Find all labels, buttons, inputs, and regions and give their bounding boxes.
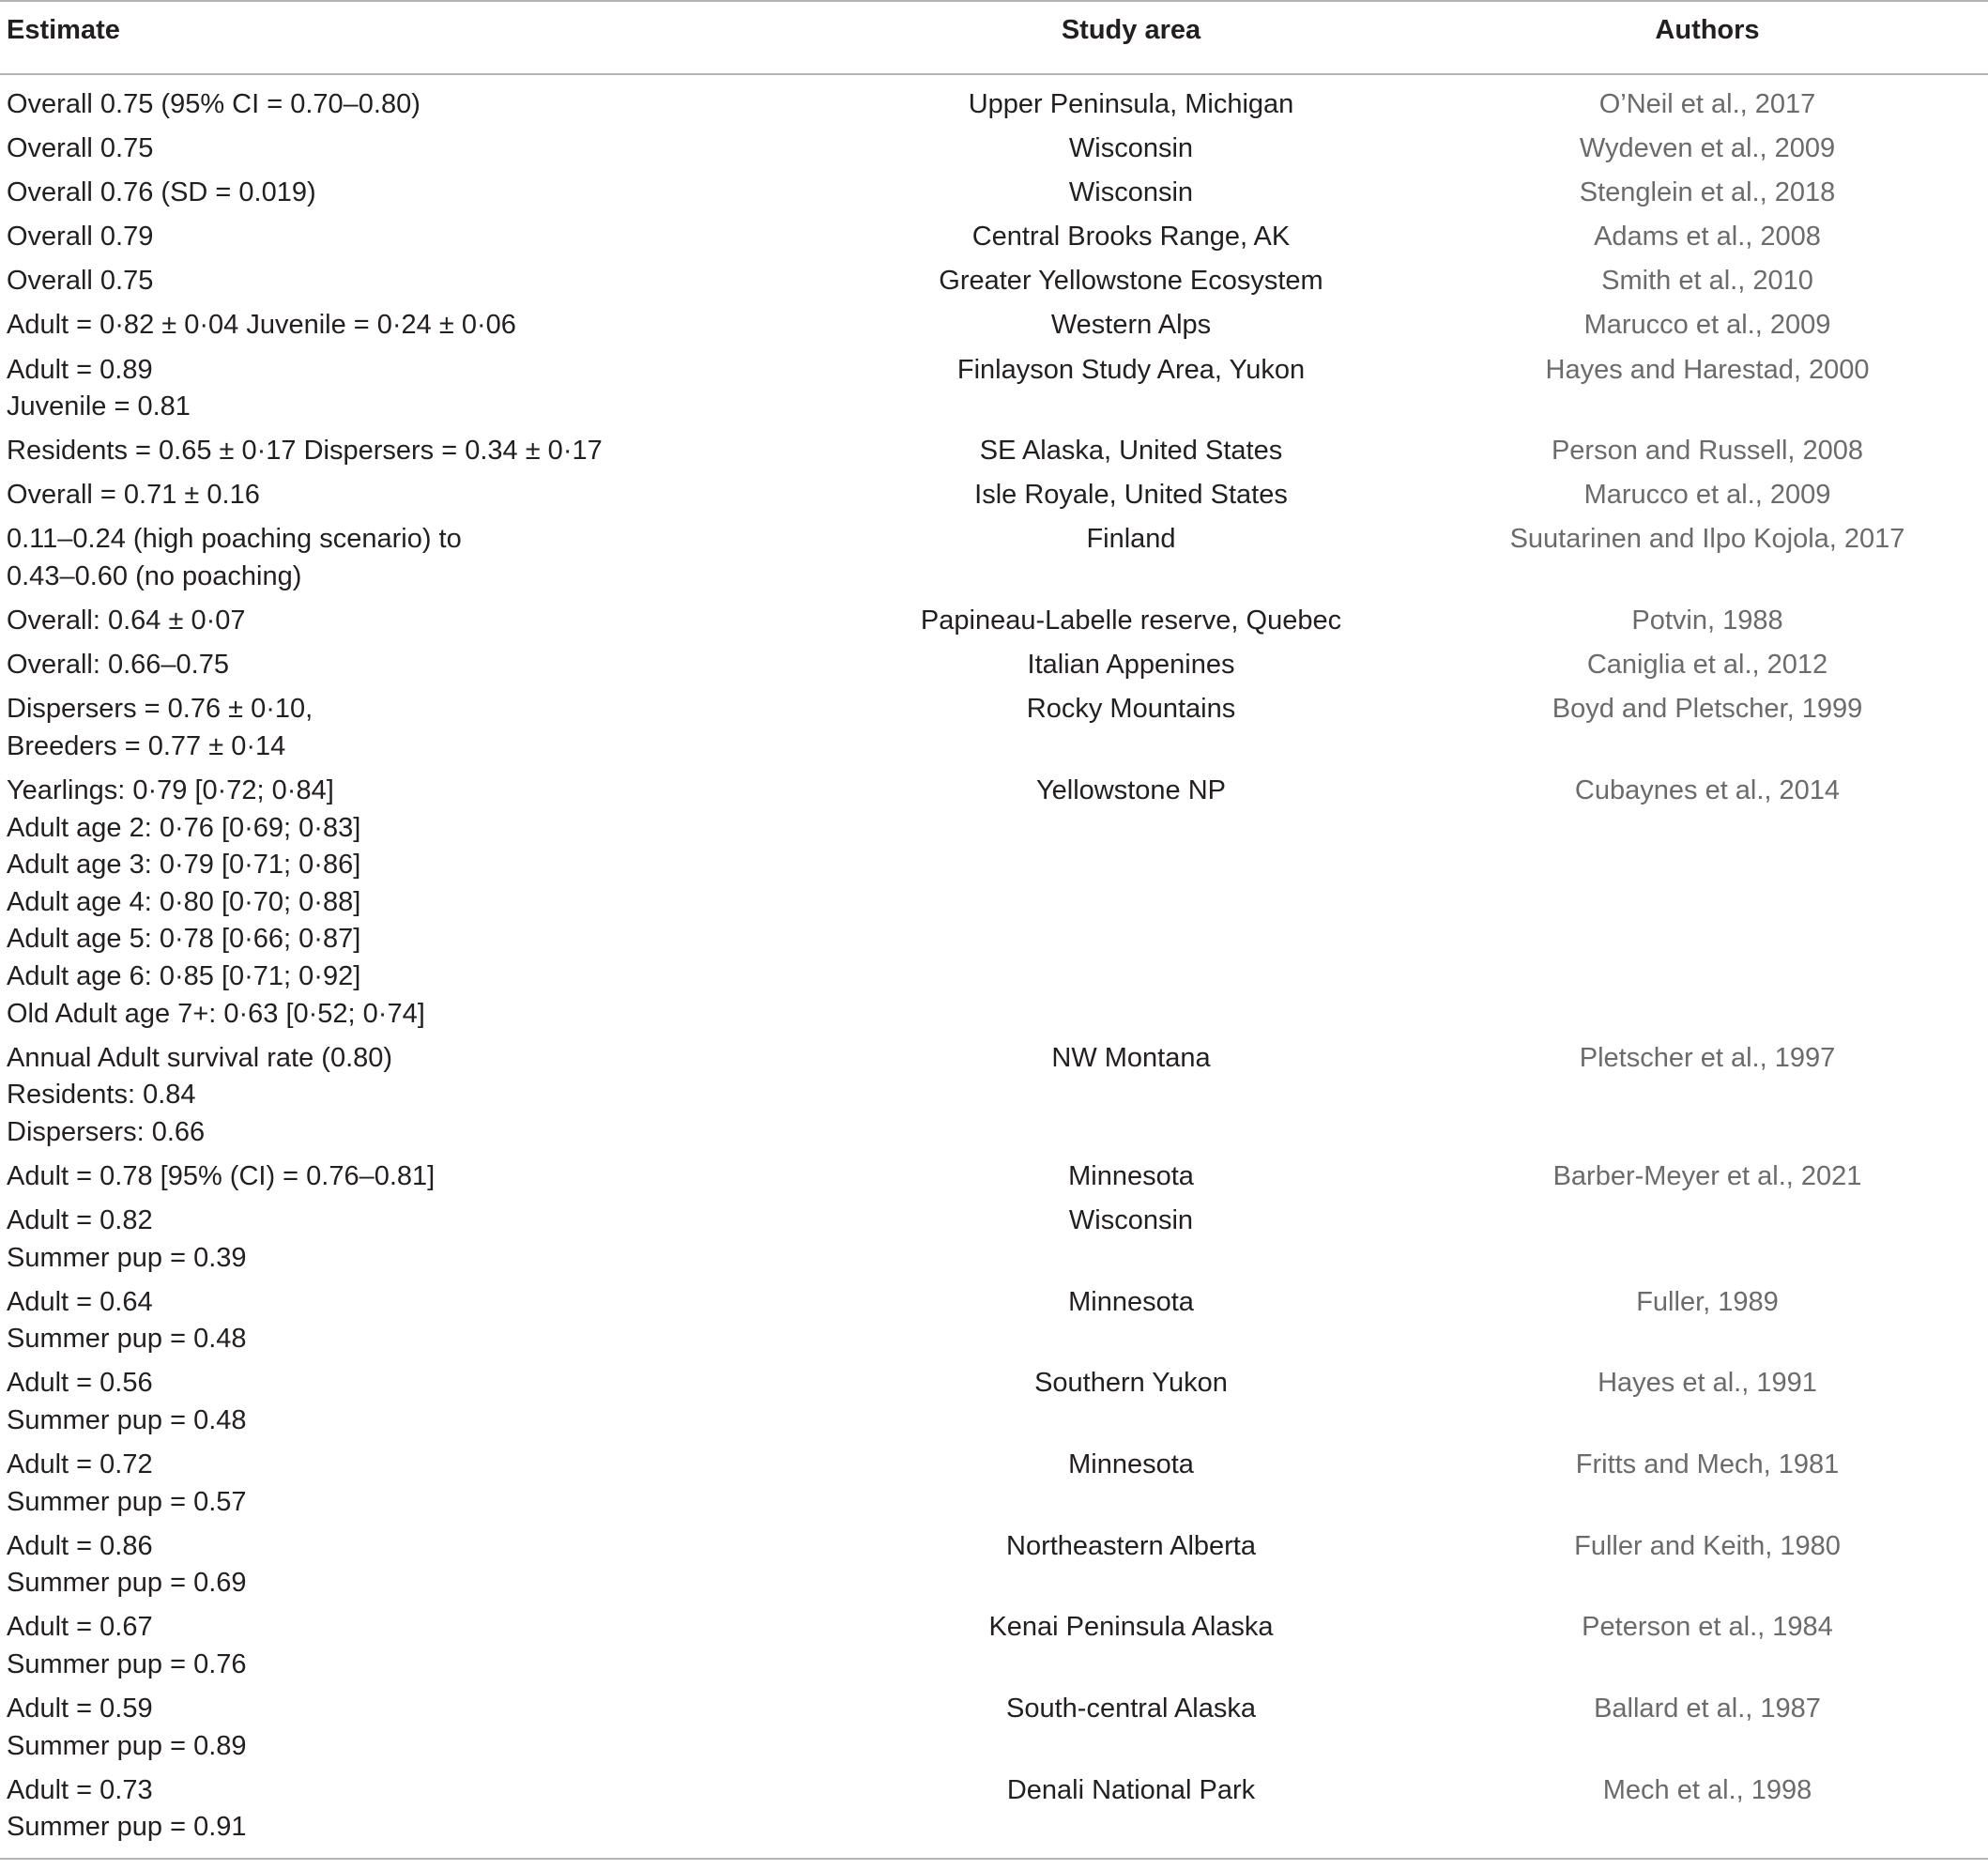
estimate-cell	[0, 1036, 882, 1155]
estimate-line: Summer pup = 0.91	[7, 1812, 247, 1843]
estimate-line: Summer pup = 0.48	[7, 1324, 247, 1355]
estimate-line: Adult age 5: 0·78 [0·66; 0·87]	[7, 924, 361, 955]
estimate-cell	[0, 599, 882, 643]
study-area-cell: Upper Peninsula, Michigan	[968, 89, 1294, 119]
estimate-cell	[0, 303, 882, 347]
estimate-line: Summer pup = 0.57	[7, 1486, 247, 1517]
estimate-cell	[0, 74, 882, 127]
table-row	[0, 259, 1988, 303]
column-header-authors: Authors	[1655, 15, 1760, 45]
table-row	[0, 429, 1988, 473]
authors-cell: Ballard et al., 1987	[1594, 1694, 1821, 1724]
authors-cell: Cubaynes et al., 2014	[1574, 775, 1841, 805]
estimate-line: Dispersers: 0.66	[7, 1116, 206, 1147]
table-row	[0, 171, 1988, 215]
table-row	[0, 215, 1988, 259]
study-area-cell: Southern Yukon	[1034, 1368, 1228, 1399]
estimate-line: Overall 0.75	[7, 266, 154, 297]
table-row	[0, 1769, 1988, 1859]
estimate-cell	[0, 1280, 882, 1362]
study-area-cell: Finland	[1086, 524, 1176, 555]
table-row	[0, 1199, 1988, 1280]
estimate-line: Adult age 3: 0·79 [0·71; 0·86]	[7, 850, 361, 881]
estimate-line: Adult age 2: 0·76 [0·69; 0·83]	[7, 812, 361, 843]
estimate-line: Overall = 0.71 ± 0.16	[7, 480, 260, 511]
estimate-line: Summer pup = 0.48	[7, 1405, 247, 1435]
authors-cell	[1380, 1199, 1988, 1280]
table-row	[0, 303, 1988, 347]
estimate-line: Adult = 0.82	[7, 1205, 153, 1236]
table-row	[0, 1443, 1988, 1525]
authors-cell: Marucco et al., 2009	[1583, 480, 1831, 511]
table-row	[0, 1036, 1988, 1155]
table-row	[0, 1155, 1988, 1199]
estimate-line: Overall 0.75 (95% CI = 0.70–0.80)	[7, 89, 421, 119]
table-row	[0, 1525, 1988, 1606]
authors-cell: Hayes and Harestad, 2000	[1545, 354, 1870, 385]
estimate-line: Residents = 0.65 ± 0·17 Dispersers = 0.34 ± 0·17	[7, 436, 603, 467]
estimate-line: Overall: 0.64 ± 0·07	[7, 605, 246, 636]
study-area-cell: Minnesota	[1068, 1286, 1194, 1317]
table-row	[0, 348, 1988, 430]
estimate-line: Adult = 0.89	[7, 354, 153, 385]
table-row	[0, 517, 1988, 599]
authors-cell: Peterson et al., 1984	[1582, 1612, 1833, 1643]
authors-cell: Suutarinen and Ilpo Kojola, 2017	[1509, 524, 1905, 555]
estimate-line: Summer pup = 0.89	[7, 1730, 247, 1761]
estimate-cell	[0, 687, 882, 769]
table-row	[0, 1687, 1988, 1769]
table-row	[0, 643, 1988, 687]
estimate-line: Overall 0.79	[7, 222, 154, 253]
estimate-line: Adult = 0.72	[7, 1449, 153, 1480]
study-area-cell: Italian Appenines	[1027, 650, 1235, 681]
authors-cell: Wydeven et al., 2009	[1579, 133, 1836, 164]
authors-cell: Caniglia et al., 2012	[1586, 650, 1828, 681]
estimate-cell	[0, 171, 882, 215]
estimate-cell	[0, 1525, 882, 1606]
authors-cell: Adams et al., 2008	[1594, 222, 1821, 253]
estimate-cell	[0, 259, 882, 303]
estimate-cell	[0, 127, 882, 171]
estimate-line: Adult = 0.59	[7, 1694, 153, 1724]
estimate-cell	[0, 1155, 882, 1199]
authors-cell: Hayes et al., 1991	[1598, 1368, 1817, 1399]
table-row	[0, 74, 1988, 127]
study-area-cell: Wisconsin	[1068, 1205, 1194, 1236]
table-header	[0, 1, 1988, 74]
table-row	[0, 127, 1988, 171]
estimate-line: Overall 0.76 (SD = 0.019)	[7, 177, 316, 208]
estimate-line: Adult = 0.56	[7, 1368, 153, 1399]
study-area-cell: Northeastern Alberta	[1006, 1530, 1256, 1561]
estimate-line: Summer pup = 0.76	[7, 1649, 247, 1680]
estimate-line: Adult = 0.67	[7, 1612, 153, 1643]
estimate-line: Adult = 0.86	[7, 1530, 153, 1561]
table-row	[0, 473, 1988, 517]
estimate-cell	[0, 1443, 882, 1525]
header-row	[0, 1, 1988, 74]
estimate-line: Summer pup = 0.69	[7, 1568, 247, 1599]
authors-cell: Barber-Meyer et al., 2021	[1552, 1160, 1862, 1191]
table-row	[0, 1280, 1988, 1362]
authors-cell: Potvin, 1988	[1631, 605, 1783, 636]
authors-cell: Fuller, 1989	[1636, 1286, 1779, 1317]
authors-cell: Marucco et al., 2009	[1583, 310, 1831, 341]
estimate-line: Overall 0.75	[7, 133, 154, 164]
estimate-line: Adult = 0.64	[7, 1286, 153, 1317]
table-row	[0, 599, 1988, 643]
study-area-cell: Wisconsin	[1068, 177, 1194, 208]
estimate-line: Adult age 4: 0·80 [0·70; 0·88]	[7, 886, 361, 917]
estimate-cell	[0, 1687, 882, 1769]
table-row	[0, 1605, 1988, 1687]
estimate-cell	[0, 215, 882, 259]
study-area-cell: Yellowstone NP	[1035, 775, 1227, 805]
estimate-line: Yearlings: 0·79 [0·72; 0·84]	[7, 775, 334, 805]
estimate-line: Old Adult age 7+: 0·63 [0·52; 0·74]	[7, 998, 425, 1029]
study-area-cell: Rocky Mountains	[1026, 694, 1236, 725]
estimate-cell	[0, 643, 882, 687]
estimate-cell	[0, 1605, 882, 1687]
estimate-cell	[0, 1199, 882, 1280]
authors-cell: O’Neil et al., 2017	[1598, 89, 1816, 119]
estimate-cell	[0, 517, 882, 599]
estimate-line: Breeders = 0.77 ± 0·14	[7, 730, 286, 761]
estimate-cell	[0, 1769, 882, 1859]
estimate-line: Summer pup = 0.39	[7, 1242, 247, 1273]
authors-cell: Boyd and Pletscher, 1999	[1552, 694, 1863, 725]
estimate-line: Juvenile = 0.81	[7, 391, 191, 422]
study-area-cell: NW Montana	[1051, 1042, 1211, 1073]
authors-cell: Mech et al., 1998	[1602, 1774, 1812, 1805]
authors-cell: Person and Russell, 2008	[1551, 436, 1864, 467]
estimate-line: Annual Adult survival rate (0.80)	[7, 1042, 393, 1073]
study-area-cell: SE Alaska, United States	[979, 436, 1283, 467]
study-area-cell: Finlayson Study Area, Yukon	[956, 354, 1306, 385]
authors-cell: Smith et al., 2010	[1601, 266, 1813, 297]
estimate-line: Residents: 0.84	[7, 1080, 196, 1111]
study-area-cell: Kenai Peninsula Alaska	[988, 1612, 1274, 1643]
study-area-cell: Central Brooks Range, AK	[971, 222, 1291, 253]
study-area-cell: Isle Royale, United States	[974, 480, 1288, 511]
estimate-line: Adult = 0.73	[7, 1774, 153, 1805]
estimate-cell	[0, 473, 882, 517]
study-area-cell: Greater Yellowstone Ecosystem	[939, 266, 1323, 297]
column-header-estimate: Estimate	[7, 15, 120, 45]
study-area-cell: Denali National Park	[1006, 1774, 1256, 1805]
estimate-line: Adult = 0.78 [95% (CI) = 0.76–0.81]	[7, 1160, 436, 1191]
estimate-cell	[0, 429, 882, 473]
authors-cell: Stenglein et al., 2018	[1579, 177, 1836, 208]
authors-cell: Pletscher et al., 1997	[1579, 1042, 1836, 1073]
study-area-cell: South-central Alaska	[1006, 1694, 1256, 1724]
table-body	[0, 74, 1988, 1859]
column-header-study-area: Study area	[1061, 15, 1201, 45]
study-area-cell: Minnesota	[1068, 1449, 1194, 1480]
authors-cell: Fuller and Keith, 1980	[1574, 1530, 1841, 1561]
estimate-line: Dispersers = 0.76 ± 0·10,	[7, 694, 313, 725]
authors-cell: Fritts and Mech, 1981	[1575, 1449, 1840, 1480]
table-row	[0, 687, 1988, 769]
study-area-cell: Western Alps	[1050, 310, 1212, 341]
study-area-cell: Wisconsin	[1068, 133, 1194, 164]
table-row	[0, 1361, 1988, 1443]
estimate-cell	[0, 1361, 882, 1443]
estimate-line: Adult age 6: 0·85 [0·71; 0·92]	[7, 960, 361, 991]
table-row	[0, 769, 1988, 1036]
estimate-cell	[0, 769, 882, 1036]
estimate-line: Overall: 0.66–0.75	[7, 650, 229, 681]
estimate-line: 0.43–0.60 (no poaching)	[7, 561, 302, 592]
study-area-cell: Papineau-Labelle reserve, Quebec	[920, 605, 1342, 636]
estimate-line: Adult = 0·82 ± 0·04 Juvenile = 0·24 ± 0·06	[7, 310, 516, 341]
estimate-cell	[0, 348, 882, 430]
estimate-line: 0.11–0.24 (high poaching scenario) to	[7, 524, 462, 555]
study-area-cell: Minnesota	[1068, 1160, 1194, 1191]
